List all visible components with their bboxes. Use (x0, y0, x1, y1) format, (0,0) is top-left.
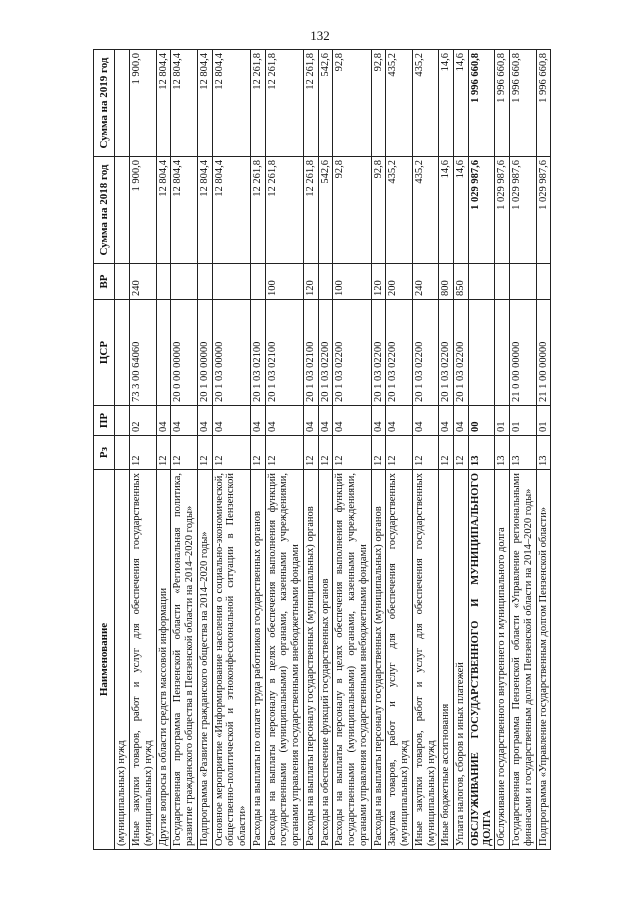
cell-name: Расходы на выплаты персоналу в целях обеспечения выполнения функций государственными (муниципальными) органами, казенными учреждениями, органами управления государственными внебюджетными фондами (265, 470, 303, 850)
cell-name: Подпрограмма «Управление государственным долгом Пензенской области» (536, 470, 551, 850)
table-row (156, 50, 171, 850)
cell-name: Государственная программа Пензенской области «Региональная политика, развитие гражданского общества в Пензенской области на 2014–2020 годы» (171, 470, 198, 850)
table-row (212, 50, 250, 850)
cell-name: Иные закупки товаров, работ и услуг для обеспечения государственных (муниципальных) нужд (412, 470, 439, 850)
cell-rz: 12 (265, 436, 303, 470)
cell-name: Уплата налогов, сборов и иных платежей (454, 470, 469, 850)
cell-sum-2018: 12 804,4 (171, 157, 198, 264)
cell-name: Закупка товаров, работ и услуг для обеспечения государственных (муниципальных) нужд (386, 470, 413, 850)
table-row (250, 50, 265, 850)
table-row (333, 50, 371, 850)
cell-rz: 12 (371, 436, 386, 470)
cell-pr: 04 (303, 406, 318, 436)
cell-vr: 240 (412, 264, 439, 300)
table-row (536, 50, 551, 850)
cell-sum-2018: 92,8 (371, 157, 386, 264)
cell-name: Расходы на обеспечение функций государственных органов (318, 470, 333, 850)
cell-vr (536, 264, 551, 300)
cell-name: Подпрограмма «Развитие гражданского общества на 2014–2020 годы» (197, 470, 212, 850)
cell-name: ОБСЛУЖИВАНИЕ ГОСУДАРСТВЕННОГО И МУНИЦИПАЛЬНОГО ДОЛГА (468, 470, 495, 850)
header-rz: Рз (94, 436, 115, 470)
cell-pr: 04 (439, 406, 454, 436)
cell-sum-2019: 12 261,8 (265, 50, 303, 157)
cell-pr: 01 (510, 406, 537, 436)
cell-csr: 20 1 03 02200 (439, 300, 454, 406)
cell-rz: 13 (468, 436, 495, 470)
cell-rz: 13 (536, 436, 551, 470)
cell-vr: 120 (303, 264, 318, 300)
cell-name: Основное мероприятие «Информирование населения о социально-экономической, общественно-политической и этноконфессиональной ситуации в Пензенской области» (212, 470, 250, 850)
cell-rz: 12 (130, 436, 157, 470)
cell-csr: 20 1 03 02100 (303, 300, 318, 406)
cell-name: Расходы на выплаты персоналу в целях обеспечения выполнения функций государственными (муниципальными) органами, казенными учреждениями, органами управления государственными внебюджетными фондами (333, 470, 371, 850)
page-number: 132 (310, 28, 330, 43)
cell-csr: 20 1 03 02200 (333, 300, 371, 406)
cell-sum-2019 (115, 50, 130, 157)
cell-rz: 12 (318, 436, 333, 470)
cell-vr: 850 (454, 264, 469, 300)
cell-sum-2019: 92,8 (371, 50, 386, 157)
cell-sum-2019: 435,2 (412, 50, 439, 157)
header-sum-2018: Сумма на 2018 год (94, 157, 115, 264)
cell-vr (510, 264, 537, 300)
cell-vr (318, 264, 333, 300)
cell-pr: 02 (130, 406, 157, 436)
cell-csr: 20 1 03 02200 (412, 300, 439, 406)
table-row (386, 50, 413, 850)
cell-pr: 04 (412, 406, 439, 436)
cell-csr: 73 3 00 64060 (130, 300, 157, 406)
cell-name: (муниципальных) нужд (115, 470, 130, 850)
cell-vr (171, 264, 198, 300)
cell-sum-2019: 14,6 (454, 50, 469, 157)
table-row (454, 50, 469, 850)
cell-rz: 13 (495, 436, 510, 470)
cell-sum-2018: 12 804,4 (197, 157, 212, 264)
cell-csr: 20 1 03 02200 (371, 300, 386, 406)
cell-sum-2019: 12 261,8 (303, 50, 318, 157)
rotated-page-content (93, 50, 575, 850)
cell-sum-2018 (115, 157, 130, 264)
table-row (468, 50, 495, 850)
cell-pr: 01 (495, 406, 510, 436)
cell-name: Расходы на выплаты персоналу государственных (муниципальных) органов (303, 470, 318, 850)
cell-vr: 240 (130, 264, 157, 300)
cell-vr: 800 (439, 264, 454, 300)
cell-csr: 21 1 00 00000 (536, 300, 551, 406)
table-row (510, 50, 537, 850)
cell-sum-2018: 14,6 (454, 157, 469, 264)
cell-sum-2019: 12 261,8 (250, 50, 265, 157)
cell-sum-2018: 92,8 (333, 157, 371, 264)
cell-pr: 04 (454, 406, 469, 436)
cell-sum-2019: 542,6 (318, 50, 333, 157)
cell-rz: 13 (510, 436, 537, 470)
cell-sum-2018: 1 900,0 (130, 157, 157, 264)
cell-rz: 12 (439, 436, 454, 470)
cell-vr (468, 264, 495, 300)
cell-rz: 12 (333, 436, 371, 470)
cell-sum-2019: 1 996 660,8 (510, 50, 537, 157)
table-row (115, 50, 130, 850)
cell-sum-2019: 12 804,4 (212, 50, 250, 157)
cell-sum-2018: 1 029 987,6 (495, 157, 510, 264)
cell-sum-2018: 14,6 (439, 157, 454, 264)
cell-name: Расходы на выплаты по оплате труда работников государственных органов (250, 470, 265, 850)
cell-vr: 100 (265, 264, 303, 300)
cell-csr (156, 300, 171, 406)
header-vr: ВР (94, 264, 115, 300)
cell-rz: 12 (303, 436, 318, 470)
cell-vr (495, 264, 510, 300)
cell-name: Государственная программа Пензенской области «Управление региональными финансами и государственным долгом Пензенской области на 2014–2020 годы» (510, 470, 537, 850)
cell-rz: 12 (386, 436, 413, 470)
cell-name: Иные закупки товаров, работ и услуг для обеспечения государственных (муниципальных) нужд (130, 470, 157, 850)
cell-sum-2018: 12 261,8 (303, 157, 318, 264)
cell-csr: 20 1 03 00000 (212, 300, 250, 406)
cell-sum-2019: 92,8 (333, 50, 371, 157)
cell-sum-2018: 1 029 987,6 (536, 157, 551, 264)
cell-vr (156, 264, 171, 300)
cell-csr: 20 1 03 02100 (265, 300, 303, 406)
cell-vr: 100 (333, 264, 371, 300)
cell-csr (115, 300, 130, 406)
cell-pr: 04 (250, 406, 265, 436)
table-body (115, 50, 551, 850)
header-name: Наименование (94, 470, 115, 850)
cell-csr: 20 0 00 00000 (171, 300, 198, 406)
cell-pr: 04 (197, 406, 212, 436)
table-row (371, 50, 386, 850)
table-row (197, 50, 212, 850)
cell-csr: 21 0 00 00000 (510, 300, 537, 406)
cell-sum-2018: 12 804,4 (212, 157, 250, 264)
cell-csr (468, 300, 495, 406)
cell-csr: 20 1 03 02200 (318, 300, 333, 406)
cell-rz: 12 (212, 436, 250, 470)
cell-pr (115, 406, 130, 436)
table-row (303, 50, 318, 850)
cell-rz: 12 (197, 436, 212, 470)
cell-vr (212, 264, 250, 300)
cell-csr: 20 1 03 02200 (386, 300, 413, 406)
cell-sum-2019: 14,6 (439, 50, 454, 157)
header-sum-2019: Сумма на 2019 год (94, 50, 115, 157)
cell-sum-2018: 435,2 (412, 157, 439, 264)
cell-rz (115, 436, 130, 470)
budget-table (93, 49, 551, 850)
cell-name: Иные бюджетные ассигнования (439, 470, 454, 850)
cell-pr: 01 (536, 406, 551, 436)
table-row (439, 50, 454, 850)
cell-sum-2019: 435,2 (386, 50, 413, 157)
cell-vr: 200 (386, 264, 413, 300)
cell-rz: 12 (156, 436, 171, 470)
table-row (265, 50, 303, 850)
cell-pr: 04 (171, 406, 198, 436)
table-row (130, 50, 157, 850)
cell-sum-2018: 12 261,8 (265, 157, 303, 264)
cell-csr: 20 1 03 02200 (454, 300, 469, 406)
cell-sum-2018: 1 029 987,6 (468, 157, 495, 264)
header-pr: ПР (94, 406, 115, 436)
cell-sum-2019: 12 804,4 (156, 50, 171, 157)
cell-sum-2018: 1 029 987,6 (510, 157, 537, 264)
cell-name: Другие вопросы в области средств массовой информации (156, 470, 171, 850)
cell-rz: 12 (250, 436, 265, 470)
cell-pr: 04 (318, 406, 333, 436)
cell-sum-2018: 12 261,8 (250, 157, 265, 264)
cell-name: Расходы на выплаты персоналу государственных (муниципальных) органов (371, 470, 386, 850)
table-row (318, 50, 333, 850)
table-header-row (94, 50, 115, 850)
cell-sum-2019: 1 900,0 (130, 50, 157, 157)
cell-csr: 20 1 00 00000 (197, 300, 212, 406)
cell-sum-2019: 12 804,4 (171, 50, 198, 157)
cell-vr (197, 264, 212, 300)
cell-pr: 04 (333, 406, 371, 436)
cell-rz: 12 (454, 436, 469, 470)
table-row (495, 50, 510, 850)
cell-vr (115, 264, 130, 300)
cell-sum-2018: 435,2 (386, 157, 413, 264)
cell-sum-2018: 12 804,4 (156, 157, 171, 264)
table-row (412, 50, 439, 850)
cell-vr: 120 (371, 264, 386, 300)
cell-pr: 04 (386, 406, 413, 436)
cell-sum-2019: 12 804,4 (197, 50, 212, 157)
table-row (171, 50, 198, 850)
cell-sum-2018: 542,6 (318, 157, 333, 264)
cell-sum-2019: 1 996 660,8 (468, 50, 495, 157)
cell-pr: 00 (468, 406, 495, 436)
cell-sum-2019: 1 996 660,8 (536, 50, 551, 157)
cell-vr (250, 264, 265, 300)
cell-csr (495, 300, 510, 406)
header-csr: ЦСР (94, 300, 115, 406)
cell-pr: 04 (371, 406, 386, 436)
cell-pr: 04 (156, 406, 171, 436)
cell-name: Обслуживание государственного внутреннего и муниципального долга (495, 470, 510, 850)
cell-pr: 04 (265, 406, 303, 436)
cell-sum-2019: 1 996 660,8 (495, 50, 510, 157)
cell-rz: 12 (171, 436, 198, 470)
cell-csr: 20 1 03 02100 (250, 300, 265, 406)
cell-rz: 12 (412, 436, 439, 470)
cell-pr: 04 (212, 406, 250, 436)
